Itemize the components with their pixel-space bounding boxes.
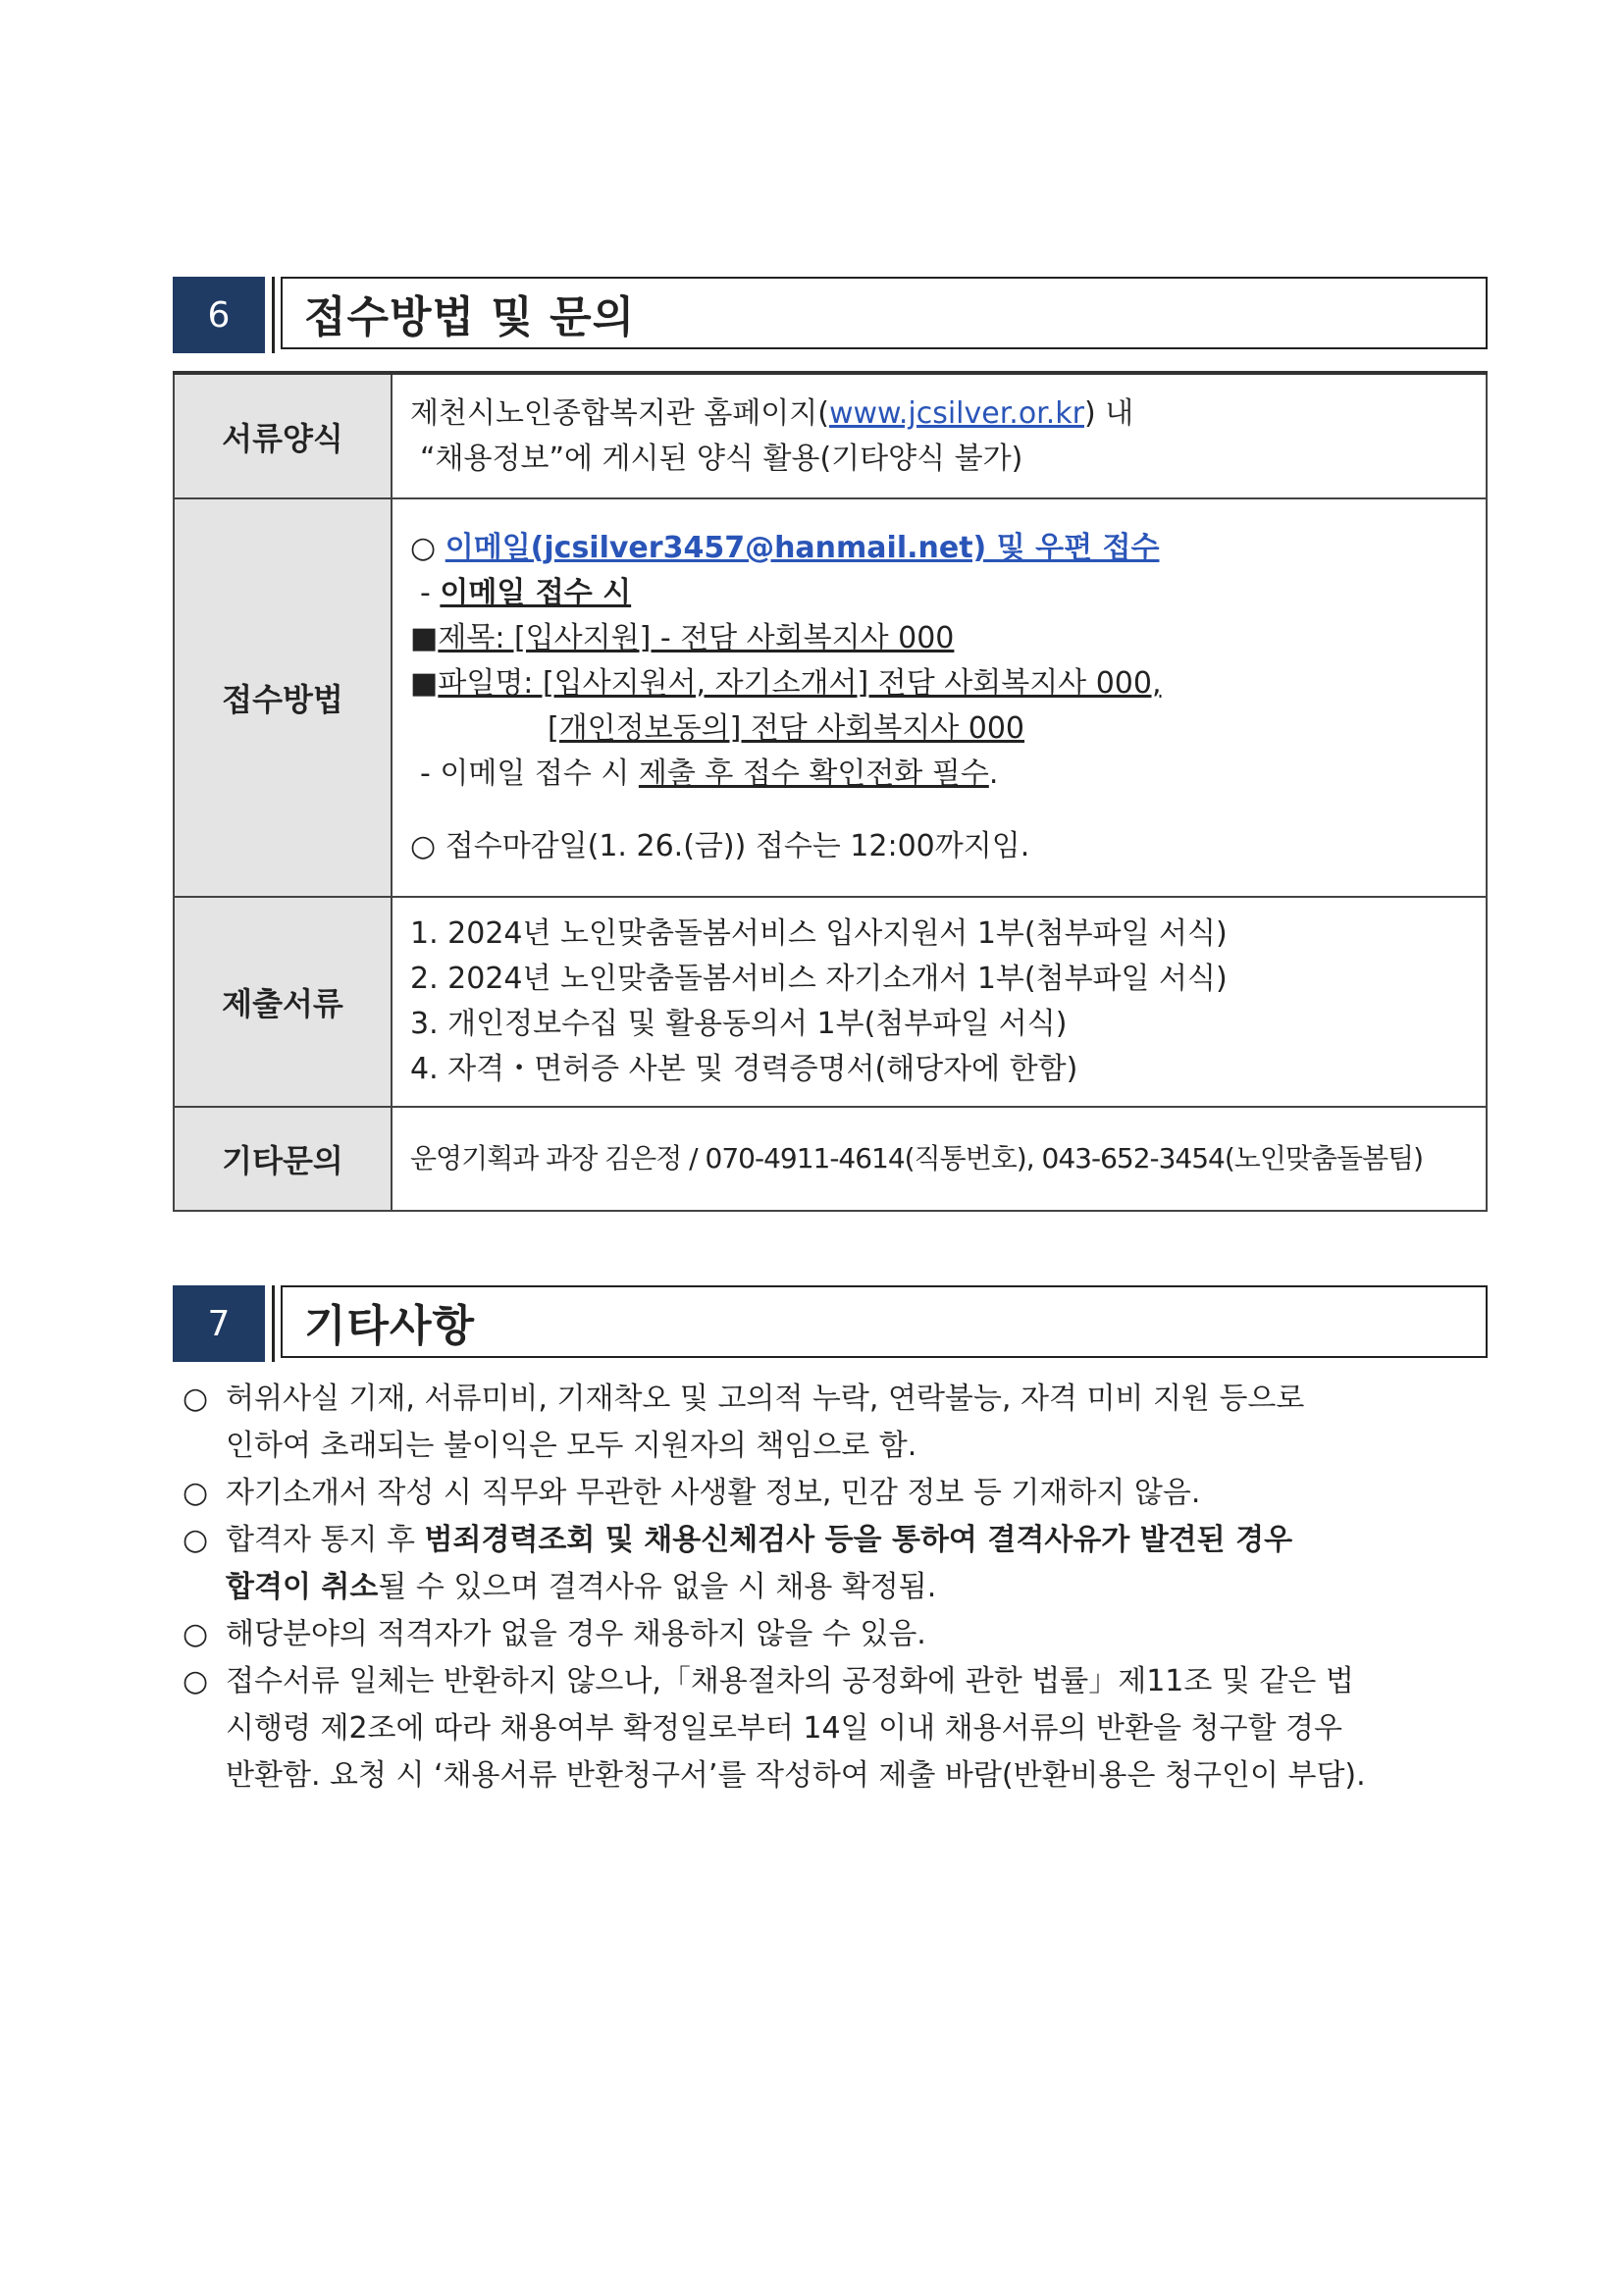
section-title: 기타사항: [281, 1285, 1488, 1358]
spacer: [410, 797, 1468, 824]
list-item: 3. 개인정보수집 및 활용동의서 1부(첨부파일 서식): [410, 1007, 1068, 1041]
table-row: [174, 498, 1487, 897]
list-item: ○ 자기소개서 작성 시 직무와 무관한 사생활 정보, 민감 정보 등 기재하지 않음.: [183, 1470, 1478, 1517]
table-row: [174, 1107, 1487, 1211]
list-item: 4. 자격・면허증 사본 및 경력증명서(해당자에 한함): [410, 1052, 1078, 1086]
list-item: ○ 해당분야의 적격자가 없을 경우 채용하지 않을 수 있음.: [183, 1611, 1478, 1658]
inquiry-content: 운영기획과 과장 김은정 / 070-4911-4614(직통번호), 043-652-3454(노인맞춤돌봄팀): [392, 1107, 1487, 1211]
email-when-line: - 이메일 접수 시: [420, 576, 632, 610]
application-info-table: [173, 371, 1488, 1212]
row-label-method: 접수방법: [174, 498, 392, 897]
section-7-header: [173, 1285, 1488, 1362]
notes-list: [183, 1376, 1478, 1800]
list-item: 2. 2024년 노인맞춤돌봄서비스 자기소개서 1부(첨부파일 서식): [410, 962, 1228, 996]
method-content: [392, 498, 1487, 897]
subject-line: ■제목: [입사지원] - 전담 사회복지사 000: [410, 621, 955, 655]
table-row: [174, 897, 1487, 1107]
list-item: 1. 2024년 노인맞춤돌봄서비스 입사지원서 1부(첨부파일 서식): [410, 916, 1228, 951]
filename-line-2: [개인정보동의] 전담 사회복지사 000: [548, 711, 1025, 746]
homepage-link[interactable]: www.jcsilver.or.kr: [828, 395, 1084, 431]
row-label-forms: 서류양식: [174, 373, 392, 498]
section-number: 6: [173, 277, 265, 353]
circle-bullet-icon: ○: [183, 1617, 209, 1651]
circle-bullet-icon: ○: [410, 531, 437, 565]
row-label-documents: 제출서류: [174, 897, 392, 1107]
list-item: ○ 허위사실 기재, 서류미비, 기재착오 및 고의적 누락, 연락불능, 자격 미비 지원 등으로 인하여 초래되는 불이익은 모두 지원자의 책임으로 함.: [183, 1376, 1478, 1470]
deadline-line: ○ 접수마감일(1. 26.(금)) 접수는 12:00까지임.: [410, 829, 1030, 863]
circle-bullet-icon: ○: [410, 829, 437, 863]
divider: [272, 277, 275, 353]
circle-bullet-icon: ○: [183, 1476, 209, 1510]
section-number: 7: [173, 1285, 265, 1362]
table-row: [174, 373, 1487, 498]
filename-line-1: ■파일명: [입사지원서, 자기소개서] 전담 사회복지사 000,: [410, 666, 1162, 701]
forms-content: [392, 373, 1487, 498]
circle-bullet-icon: ○: [183, 1523, 209, 1557]
list-item: ○ 접수서류 일체는 반환하지 않으나,「채용절차의 공정화에 관한 법률」제11조 및 같은 법 시행령 제2조에 따라 채용여부 확정일로부터 14일 이내 채용서류의 반환을 청구할 경우 반환함. 요청 시 ‘채용서류 반환청구서’를 작성하여 제출 바람(반환비용은 청구인이 부담).: [183, 1658, 1478, 1800]
confirm-line: - 이메일 접수 시 제출 후 접수 확인전화 필수.: [420, 757, 999, 791]
circle-bullet-icon: ○: [183, 1382, 209, 1416]
documents-content: [392, 897, 1487, 1107]
email-link[interactable]: 이메일(jcsilver3457@hanmail.net) 및 우편 접수: [445, 531, 1160, 565]
list-item: ○ 합격자 통지 후 범죄경력조회 및 채용신체검사 등을 통하여 결격사유가 발견된 경우 합격이 취소될 수 있으며 결격사유 없을 시 채용 확정됨.: [183, 1517, 1478, 1611]
email-post-line: [410, 526, 1468, 571]
square-bullet-icon: ■: [410, 666, 439, 701]
forms-line-1: 제천시노인종합복지관 홈페이지(www.jcsilver.or.kr) 내: [410, 395, 1134, 431]
row-label-inquiry: 기타문의: [174, 1107, 392, 1211]
circle-bullet-icon: ○: [183, 1664, 209, 1698]
section-title: 접수방법 및 문의: [281, 277, 1488, 349]
divider: [272, 1285, 275, 1362]
section-6-header: [173, 277, 1488, 353]
forms-line-2: “채용정보”에 게시된 양식 활용(기타양식 불가): [420, 441, 1023, 476]
square-bullet-icon: ■: [410, 621, 439, 655]
